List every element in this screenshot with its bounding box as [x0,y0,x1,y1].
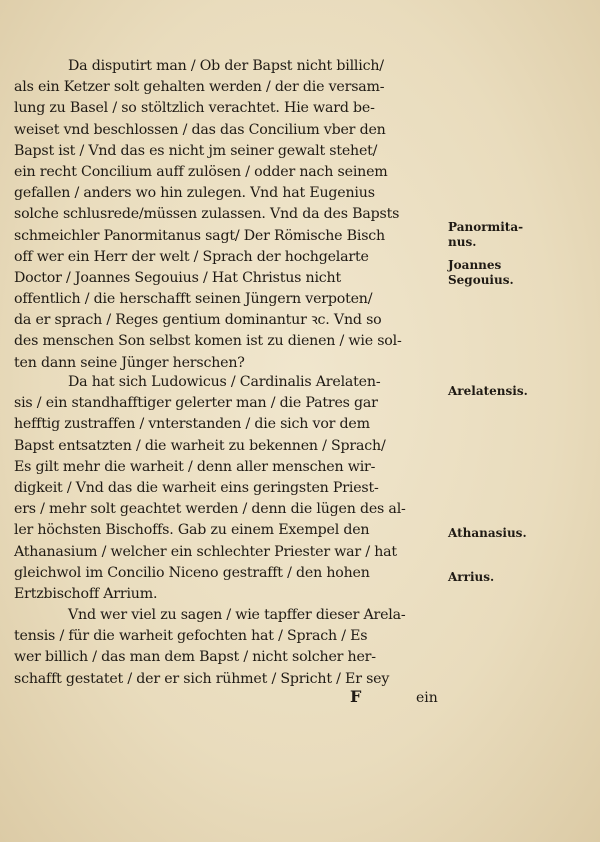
margin-note-line: Athanasius. [448,526,527,540]
margin-note-arrius [448,570,598,585]
margin-note-arelatensis [448,384,598,399]
text-line: tensis / für die warheit gefochten hat / Sprach / Es [14,628,368,645]
text-line: hefftig zustraffen / vnterstanden / die sich vor dem [14,416,370,433]
text-line: schafft gestatet / der er sich rühmet / Spricht / Er sey [14,670,390,687]
paragraph-1 [14,56,448,374]
catchword: ein [416,690,438,706]
margin-note-panormitanus [448,220,598,250]
text-line: des menschen Son selbst komen ist zu dienen / wie sol- [14,333,402,350]
paragraph-3 [14,605,448,690]
text-line: Da hat sich Ludowicus / Cardinalis Arelaten- [68,374,381,390]
text-line: als ein Ketzer solt gehalten werden / der die versam- [14,79,385,96]
text-line: off wer ein Herr der welt / Sprach der hochgelarte [14,248,369,265]
text-line: Ertzbischoff Arrium. [14,585,158,602]
text-line: digkeit / Vnd das die warheit eins geringsten Priest- [14,479,379,496]
margin-note-line: Joannes [448,258,502,272]
text-line: da er sprach / Reges gentium dominantur ꝛc. Vnd so [14,312,382,329]
text-line: offentlich / die herschafft seinen Jüngern verpoten/ [14,291,373,308]
margin-note-line: Panormita- [448,220,524,234]
text-line: ers / mehr solt geachtet werden / denn die lügen des al- [14,501,406,518]
text-line: Da disputirt man / Ob der Bapst nicht billich/ [68,58,384,74]
text-line: Es gilt mehr die warheit / denn aller menschen wir- [14,458,376,475]
text-line: sis / ein standhafftiger gelerter man / die Patres gar [14,395,378,412]
text-line: ein recht Concilium auff zulösen / odder nach seinem [14,163,388,180]
margin-note-line: Segouius. [448,273,514,287]
text-line: gleichwol im Concilio Niceno gestrafft / den hohen [14,564,370,581]
text-line: solche schlusrede/müssen zulassen. Vnd da des Bapsts [14,206,400,223]
text-line: ten dann seine Jünger herschen? [14,354,245,371]
margin-note-line: Arrius. [448,570,495,584]
text-line: schmeichler Panormitanus sagt/ Der Römische Bisch [14,227,385,244]
margin-note-line: Arelatensis. [448,384,528,398]
text-line: Bapst entsatzten / die warheit zu bekennen / Sprach/ [14,437,386,454]
text-line: Athanasium / welcher ein schlechter Priester war / hat [14,543,397,560]
paragraph-2 [14,372,448,605]
margin-note-athanasius [448,526,598,541]
signature-mark: F [350,687,362,706]
text-line: lung zu Basel / so stöltzlich verachtet. Hie ward be- [14,100,375,117]
margin-note-line: nus. [448,235,477,249]
text-line: wer billich / das man dem Bapst / nicht solcher her- [14,649,376,666]
text-line: gefallen / anders wo hin zulegen. Vnd hat Eugenius [14,185,375,202]
margin-note-segouius [448,258,598,288]
text-line: ler höchsten Bischoffs. Gab zu einem Exempel den [14,522,370,539]
text-line: Bapst ist / Vnd das es nicht jm seiner gewalt stehet/ [14,142,378,159]
text-line: Doctor / Joannes Segouius / Hat Christus nicht [14,269,341,286]
text-line: Vnd wer viel zu sagen / wie tapffer dieser Arela- [68,607,406,623]
text-line: weiset vnd beschlossen / das das Concilium vber den [14,121,386,138]
